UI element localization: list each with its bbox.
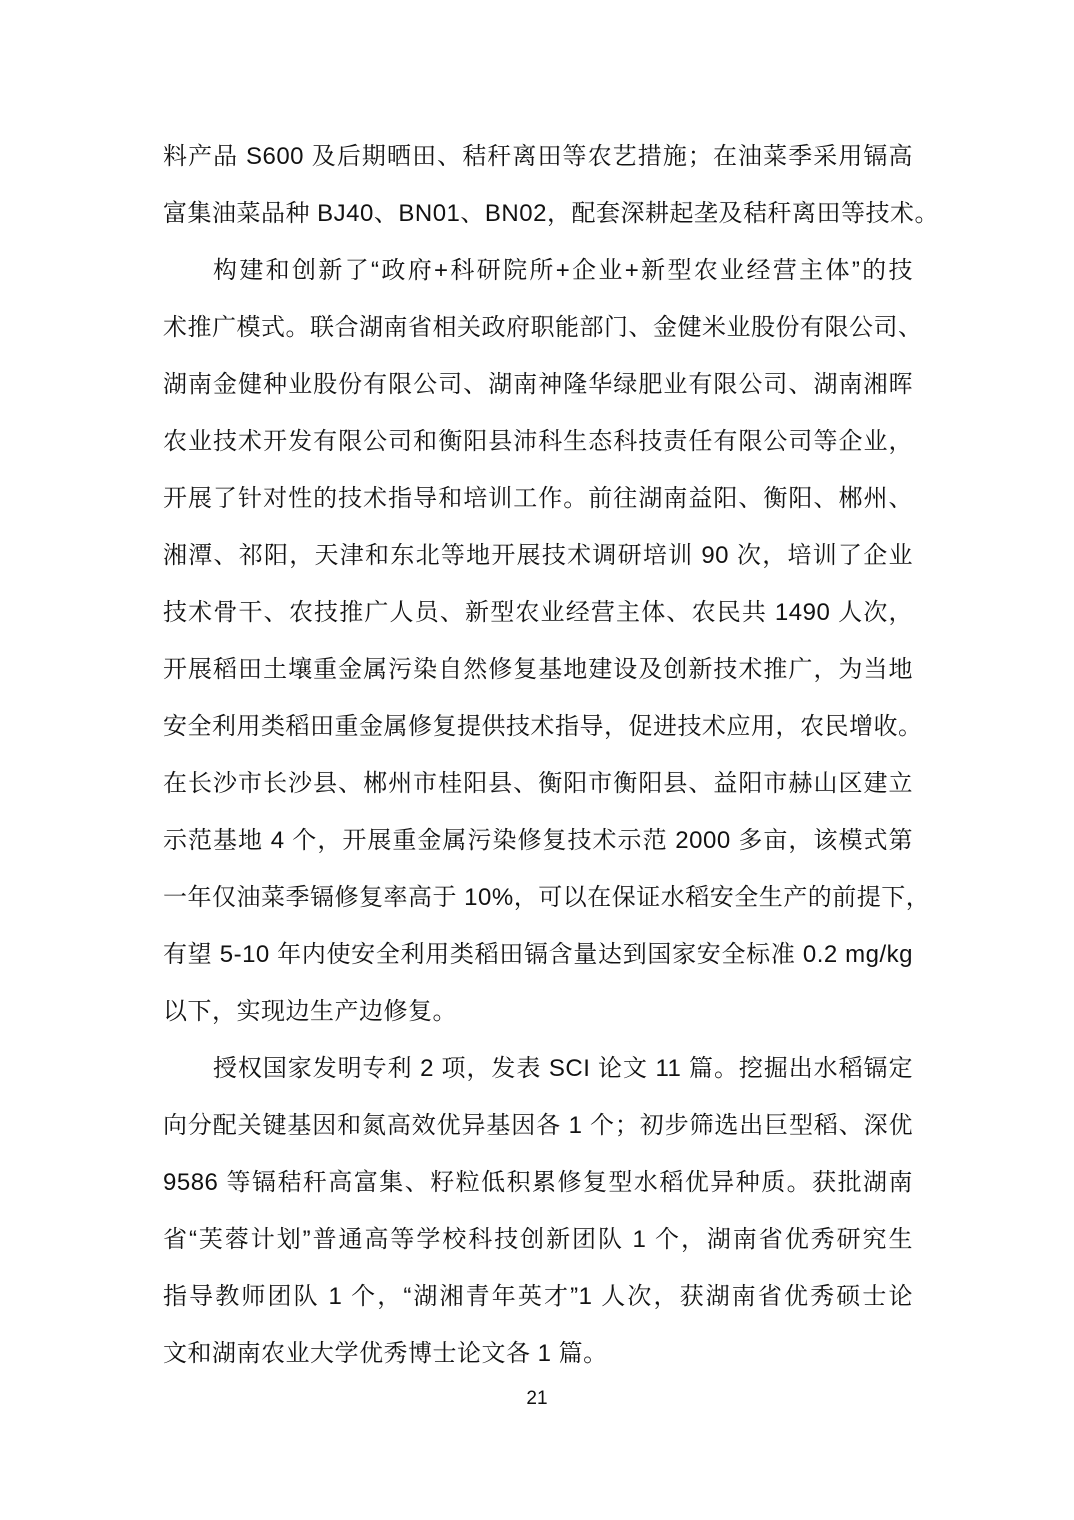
text-line: 有望 5-10 年内使安全利用类稻田镉含量达到国家安全标准 0.2 mg/kg <box>163 941 913 968</box>
text-line: 在长沙市长沙县、郴州市桂阳县、衡阳市衡阳县、益阳市赫山区建立 <box>163 770 913 797</box>
text-line: 湖南金健种业股份有限公司、湖南神隆华绿肥业有限公司、湖南湘晖 <box>163 371 913 398</box>
text-line: 一年仅油菜季镉修复率高于 10%，可以在保证水稻安全生产的前提下， <box>163 884 931 911</box>
text-line: 文和湖南农业大学优秀博士论文各 1 篇。 <box>163 1340 608 1367</box>
text-line: 安全利用类稻田重金属修复提供技术指导，促进技术应用，农民增收。 <box>163 713 923 740</box>
text-line: 构建和创新了“政府+科研院所+企业+新型农业经营主体”的技 <box>213 257 913 284</box>
text-line: 开展了针对性的技术指导和培训工作。前往湖南益阳、衡阳、郴州、 <box>163 485 913 512</box>
text-line: 省“芙蓉计划”普通高等学校科技创新团队 1 个，湖南省优秀研究生 <box>163 1226 913 1253</box>
text-line: 以下，实现边生产边修复。 <box>163 998 457 1025</box>
text-line: 向分配关键基因和氮高效优异基因各 1 个；初步筛选出巨型稻、深优 <box>163 1112 913 1139</box>
text-line: 术推广模式。联合湖南省相关政府职能部门、金健米业股份有限公司、 <box>163 314 923 341</box>
text-line: 示范基地 4 个，开展重金属污染修复技术示范 2000 多亩，该模式第 <box>163 827 913 854</box>
page-number: 21 <box>526 1388 548 1409</box>
text-line: 料产品 S600 及后期晒田、秸秆离田等农艺措施；在油菜季采用镉高 <box>163 143 913 170</box>
text-line: 农业技术开发有限公司和衡阳县沛科生态科技责任有限公司等企业， <box>163 428 913 455</box>
text-line: 湘潭、祁阳，天津和东北等地开展技术调研培训 90 次，培训了企业 <box>163 542 913 569</box>
text-line: 指导教师团队 1 个，“湖湘青年英才”1 人次，获湖南省优秀硕士论 <box>163 1283 913 1310</box>
text-line: 富集油菜品种 BJ40、BN01、BN02，配套深耕起垄及秸秆离田等技术。 <box>163 200 939 227</box>
text-line: 技术骨干、农技推广人员、新型农业经营主体、农民共 1490 人次， <box>163 599 913 626</box>
text-line: 授权国家发明专利 2 项，发表 SCI 论文 11 篇。挖掘出水稻镉定 <box>213 1055 913 1082</box>
text-line: 9586 等镉秸秆高富集、籽粒低积累修复型水稻优异种质。获批湖南 <box>163 1169 913 1196</box>
text-line: 开展稻田土壤重金属污染自然修复基地建设及创新技术推广，为当地 <box>163 656 913 683</box>
body-text <box>163 128 939 1382</box>
